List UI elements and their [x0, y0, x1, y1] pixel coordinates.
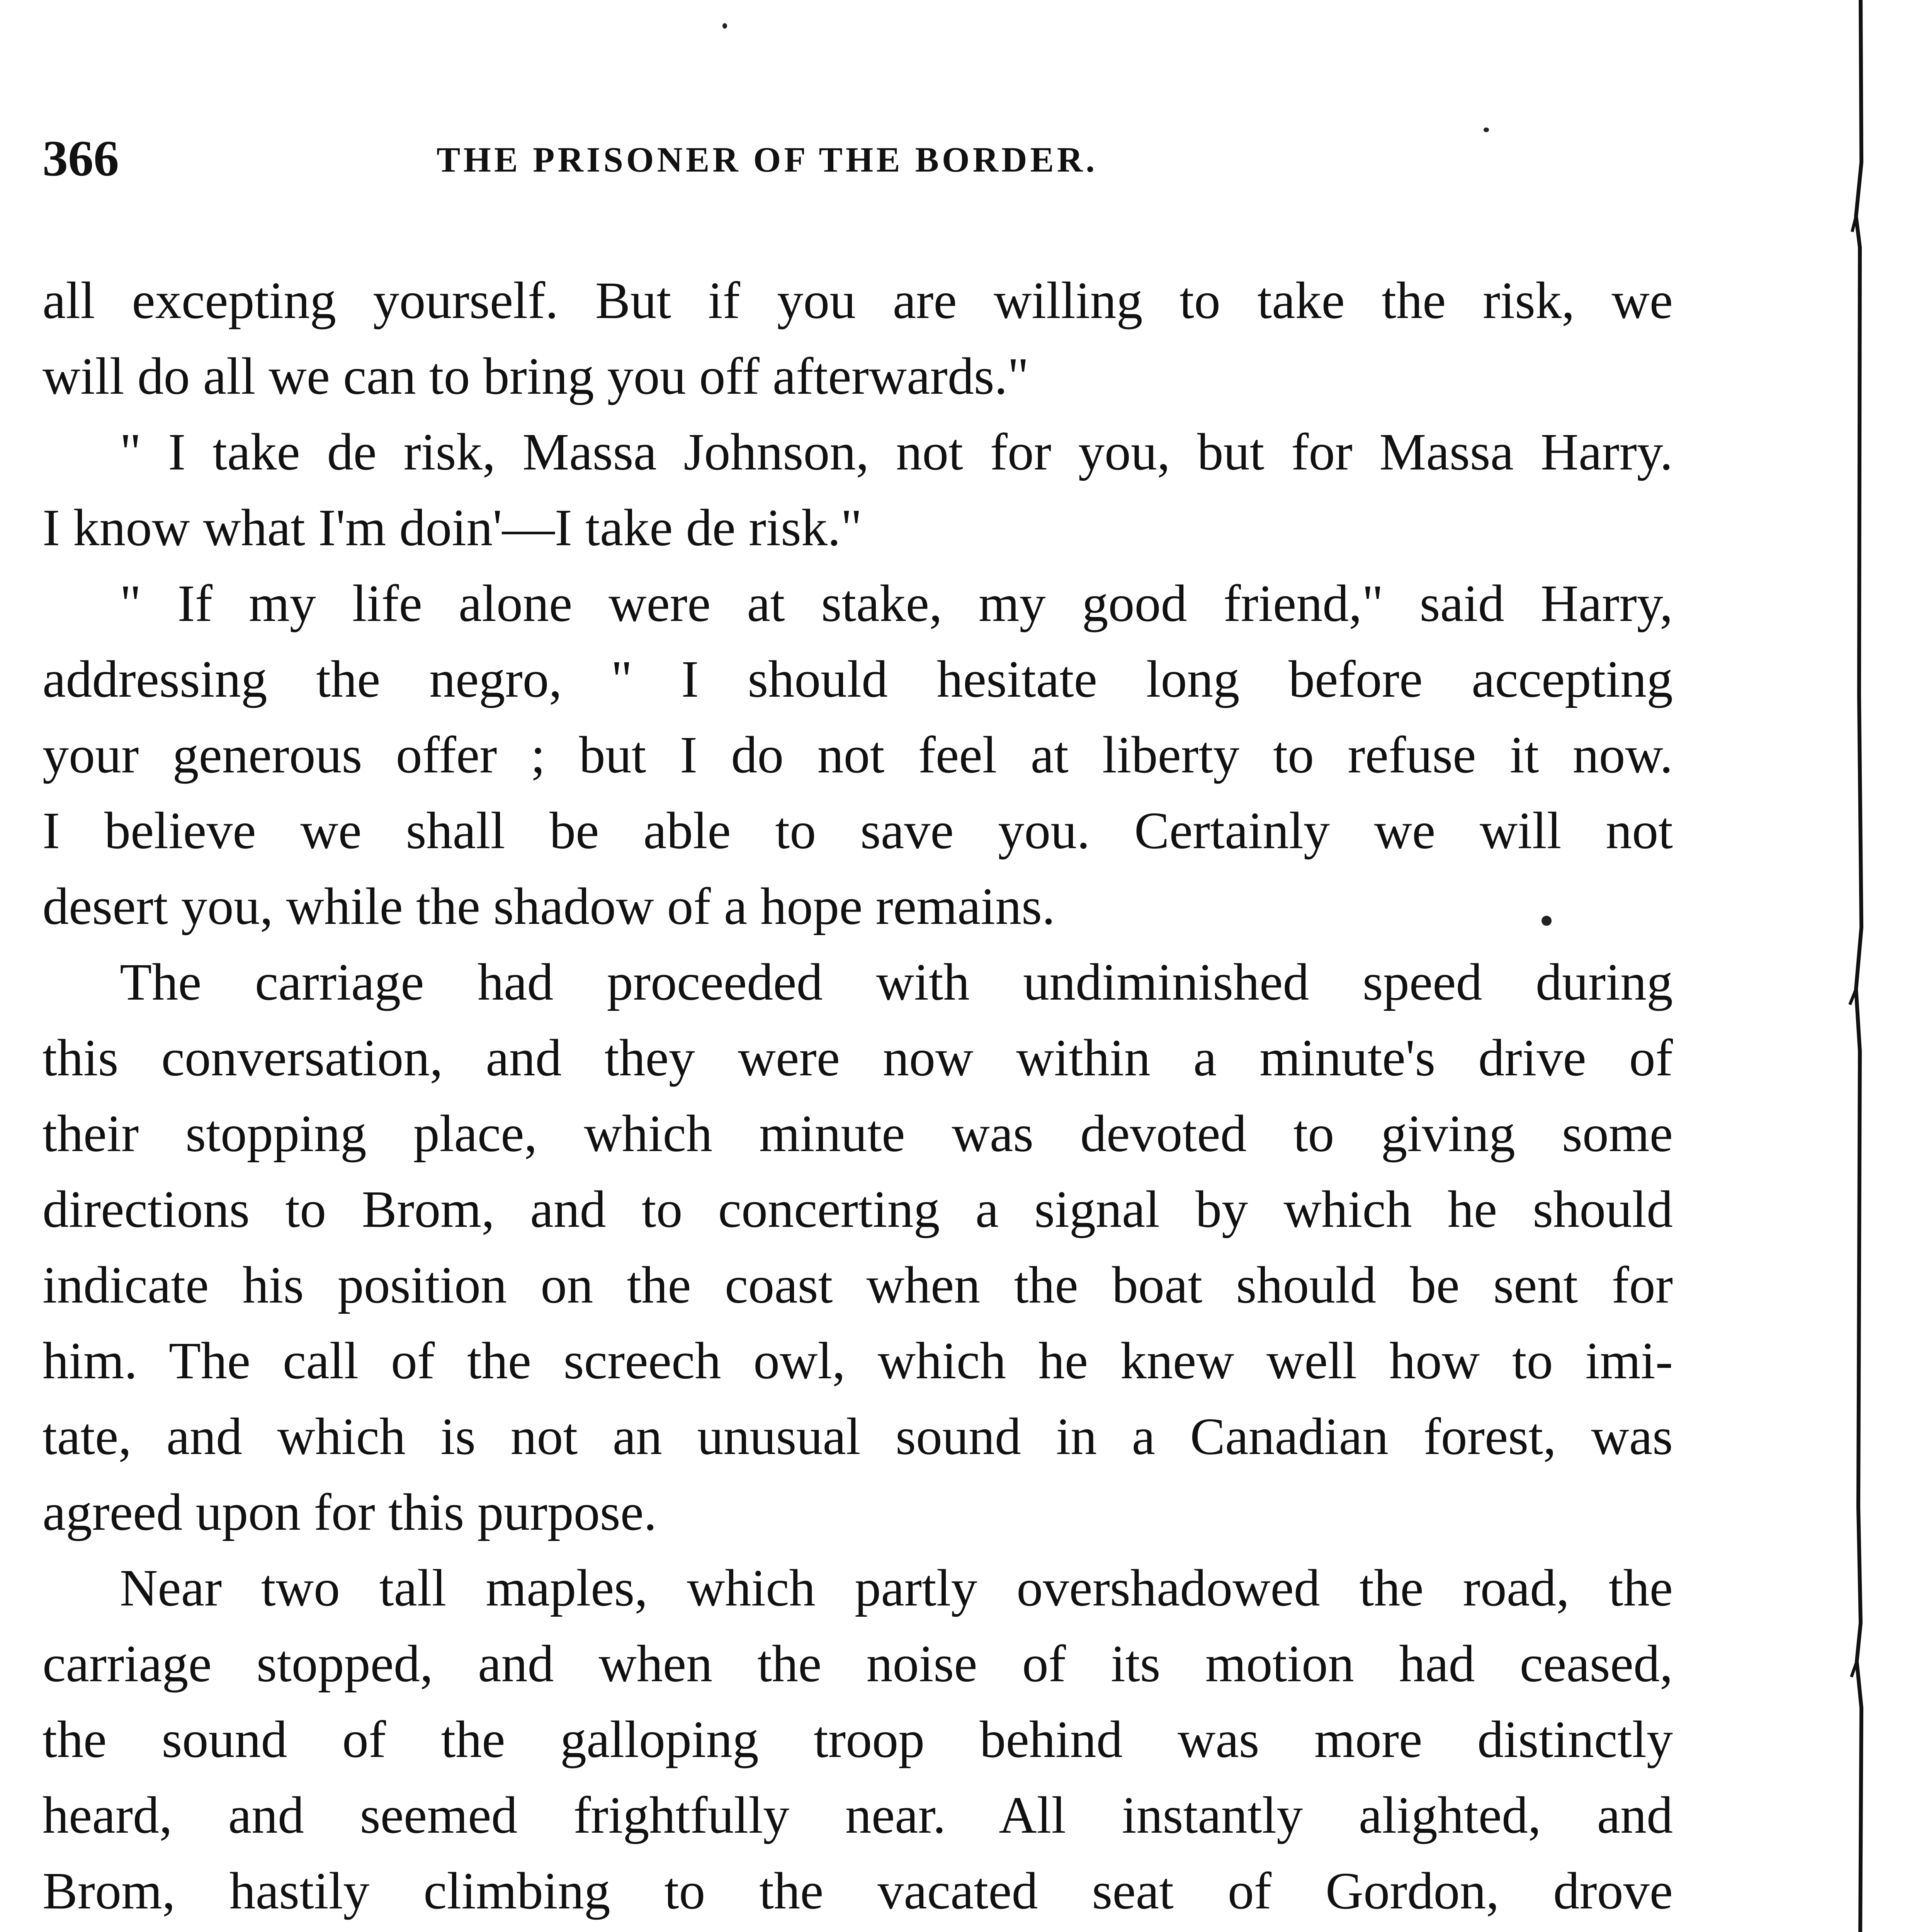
page-number: 366 [42, 130, 119, 187]
ink-speck [1542, 916, 1552, 926]
text-line: your generous offer ; but I do not feel at liberty to refuse it now. [42, 726, 1673, 784]
text-line: all excepting yourself. But if you are willing to take the risk, we [42, 272, 1673, 330]
text-line: indicate his position on the coast when the boat should be sent for [42, 1256, 1673, 1314]
text-line: directions to Brom, and to concerting a signal by which he should [42, 1180, 1673, 1238]
text-line: him. The call of the screech owl, which he knew well how to imi- [42, 1332, 1673, 1390]
text-line [42, 1929, 1673, 1932]
text-line: desert you, while the shadow of a hope remains. [42, 878, 1055, 935]
text-line: The carriage had proceeded with undiminished speed during [120, 953, 1673, 1011]
page-binding-edge [1814, 0, 1907, 1932]
text-line: their stopping place, which minute was devoted to giving some [42, 1105, 1673, 1163]
running-title: THE PRISONER OF THE BORDER. [437, 140, 1098, 179]
body-text [42, 263, 1673, 1932]
text-line: this conversation, and they were now within a minute's drive of [42, 1029, 1673, 1087]
text-line: addressing the negro, " I should hesitate long before accepting [42, 650, 1673, 708]
text-line: Near two tall maples, which partly overshadowed the road, the [120, 1559, 1673, 1617]
text-line: tate, and which is not an unusual sound in a Canadian forest, was [42, 1408, 1673, 1466]
ink-speck [722, 23, 727, 29]
text-line: will do all we can to bring you off afterwards." [42, 347, 1029, 405]
binding-edge-lines [1814, 0, 1907, 1932]
ink-speck [1484, 128, 1489, 132]
text-line: the sound of the galloping troop behind was more distinctly [42, 1711, 1673, 1769]
text-line: I believe we shall be able to save you. Certainly we will not [42, 802, 1673, 860]
text-line: carriage stopped, and when the noise of its motion had ceased, [42, 1635, 1673, 1693]
text-line: Brom, hastily climbing to the vacated seat of Gordon, drove [42, 1862, 1673, 1920]
text-line: " If my life alone were at stake, my good friend," said Harry, [120, 575, 1673, 633]
text-line: agreed upon for this purpose. [42, 1483, 657, 1541]
text-line: I know what I'm doin'—I take de risk." [42, 499, 862, 557]
text-line: heard, and seemed frightfully near. All instantly alighted, and [42, 1786, 1673, 1844]
text-line: " I take de risk, Massa Johnson, not for you, but for Massa Harry. [120, 423, 1673, 481]
page-header [42, 128, 1704, 189]
